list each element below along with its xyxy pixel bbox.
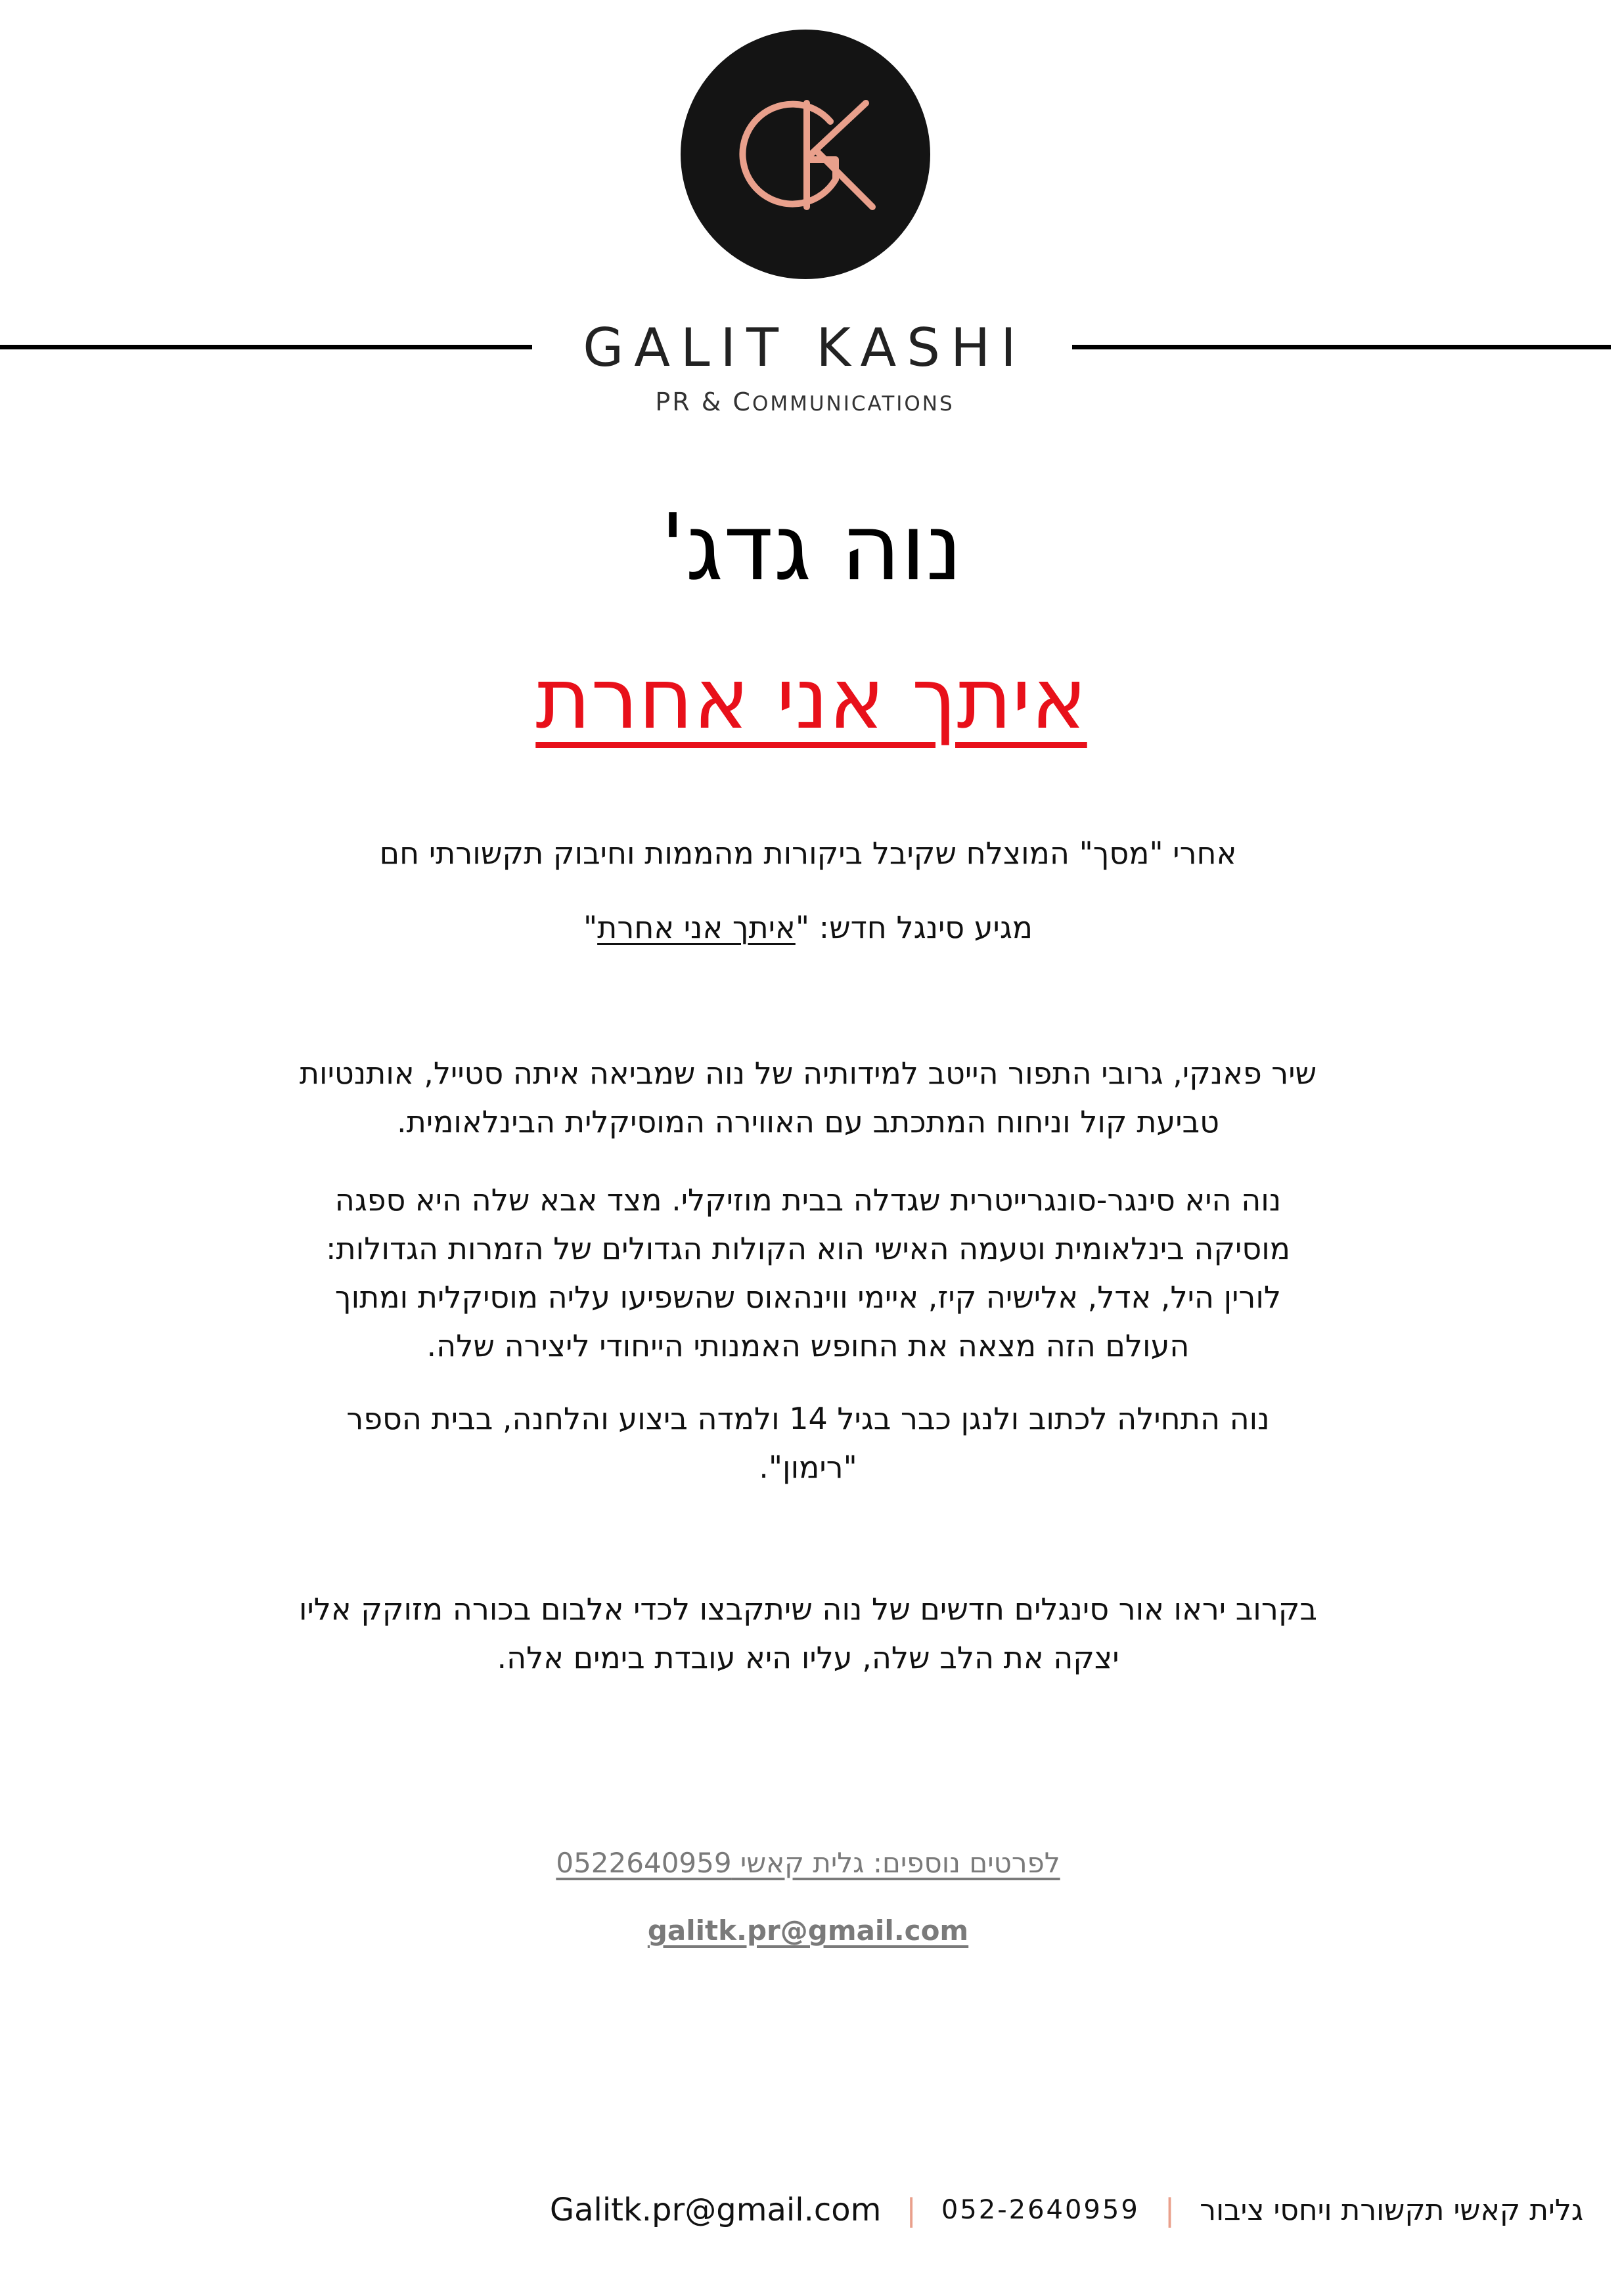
footer-phone: 052-2640959 [941, 2195, 1140, 2225]
intro-line-2: מגיע סינגל חדש: "איתך אני אחרת" [583, 910, 1033, 945]
paragraph-2: נוה היא סינגר-סונגרייטרית שגדלה בבית מוזיקלי. מצד אבא שלה היא ספגה מוסיקה בינלאומית וטעמה האישי הוא הקולות הגדולים של הזמרות הגדולות: לורין היל, אדל, אלישיה קיז, איימי ווינהאוס שהשפיעו עליה מוסיקלית ומתוך העולם הזה מצאה את החופש האמנותי הייחודי ליצירה שלה. [326, 1182, 1290, 1363]
header-rule-right [1072, 345, 1611, 349]
footer-email[interactable]: Galitk.pr@gmail.com [549, 2192, 882, 2228]
footer-company-name: גלית קאשי תקשורת ויחסי ציבור [1200, 2193, 1583, 2227]
intro-line-1: אחרי "מסך" המוצלח שקיבל ביקורות מהממות וחיבוק תקשורתי חם [379, 835, 1237, 871]
header-rule-left [0, 345, 532, 349]
brand-tagline: PR & COMMUNICATIONS [655, 387, 955, 416]
paragraph-1: שיר פאנקי, גרובי התפור הייטב למידותיה של נוה שמביאה איתה סטייל, אותנטיות טביעת קול וניחוח המתכתב עם האווירה המוסיקלית הבינלאומית. [299, 1055, 1317, 1139]
monogram-logo-icon [681, 30, 930, 279]
footer-separator: | [906, 2192, 916, 2228]
brand-name: GALIT KASHI [583, 317, 1027, 378]
contact-details-link[interactable]: לפרטים נוספים: גלית קאשי 0522640959 [556, 1847, 1060, 1879]
footer [549, 2180, 1583, 2240]
song-title: איתך אני אחרת [535, 650, 1087, 748]
artist-name: נוה גדג' [660, 495, 963, 602]
paragraph-4: בקרוב יראו אור סינגלים חדשים של נוה שיתקבצו לכדי אלבום בכורה מזוקק אליו יצקה את הלב שלה, עליו היא עובדת בימים אלה. [298, 1591, 1318, 1675]
song-link[interactable]: איתך אני אחרת [597, 910, 796, 945]
footer-separator: | [1164, 2192, 1175, 2228]
logo-circle [681, 30, 930, 279]
contact-email-link[interactable]: galitk.pr@gmail.com [647, 1914, 969, 1947]
paragraph-3: נוה התחילה לכתוב ולנגן כבר בגיל 14 ולמדה ביצוע והלחנה, בבית הספר "רימון". [346, 1401, 1270, 1485]
